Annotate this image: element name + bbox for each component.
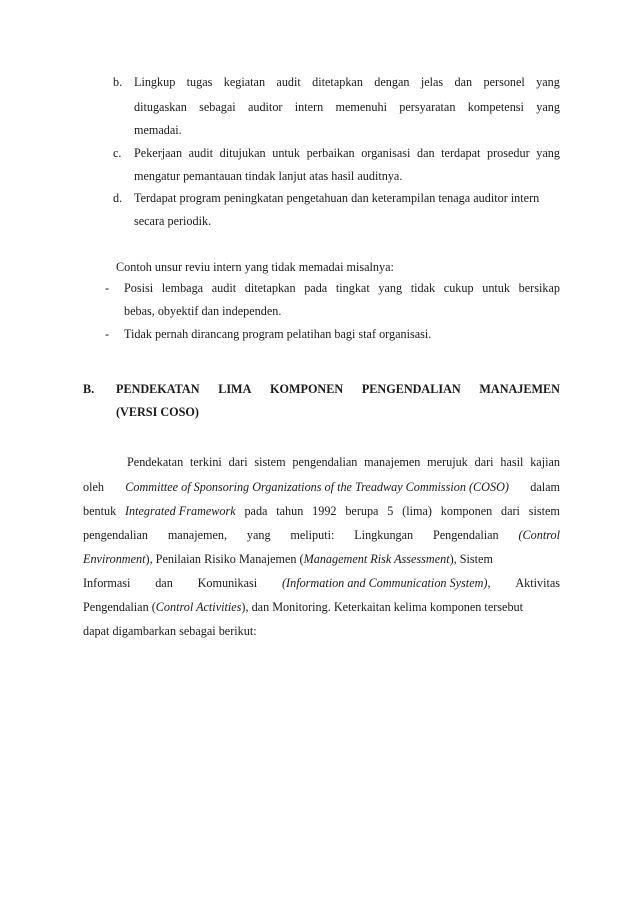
list-item-line: Lingkup tugas kegiatan audit ditetapkan dengan jelas dan personel yang [134,75,560,89]
example-intro: Contoh unsur reviu intern yang tidak memadai misalnya: [116,260,394,274]
list-item-line: memadai. [134,123,182,137]
section-title-line2: (VERSI COSO) [116,405,199,419]
section-letter: B. [83,382,95,396]
dash-marker: - [105,327,110,341]
dash-item-line: bebas, obyektif dan independen. [124,304,282,318]
list-item-line: Terdapat program peningkatan pengetahuan dan keterampilan tenaga auditor intern [134,191,540,205]
paragraph-line: Pendekatan terkini dari sistem pengendalian manajemen merujuk dari hasil kajian [127,455,560,469]
paragraph-line: Informasi dan Komunikasi (Information and Communication System), Aktivitas [83,576,560,590]
paragraph-line: Pengendalian (Control Activities), dan Monitoring. Keterkaitan kelima komponen tersebut [83,600,524,614]
list-marker: c. [113,146,122,160]
dash-marker: - [105,281,110,295]
list-item-line: secara periodik. [134,214,212,228]
dash-item-line: Posisi lembaga audit ditetapkan pada tingkat yang tidak cukup untuk bersikap [124,281,560,295]
paragraph-line: dapat digambarkan sebagai berikut: [83,624,257,638]
list-marker: b. [113,75,123,89]
paragraph-line: Environment), Penilaian Risiko Manajemen (Management Risk Assessment), Sistem [83,552,493,566]
section-title: PENDEKATAN LIMA KOMPONEN PENGENDALIAN MANAJEMEN [116,382,560,396]
list-item-line: Pekerjaan audit ditujukan untuk perbaikan organisasi dan terdapat prosedur yang [134,146,560,160]
dash-item-line: Tidak pernah dirancang program pelatihan bagi staf organisasi. [124,327,432,341]
list-marker: d. [113,191,123,205]
list-item-line: ditugaskan sebagai auditor intern memenuhi persyaratan kompetensi yang [134,100,560,114]
paragraph-line: bentuk Integrated Framework pada tahun 1992 berupa 5 (lima) komponen dari sistem [83,504,560,518]
paragraph-line: pengendalian manajemen, yang meliputi: Lingkungan Pengendalian (Control [83,528,560,542]
list-item-line: mengatur pemantauan tindak lanjut atas hasil auditnya. [134,169,403,183]
paragraph-line: oleh Committee of Sponsoring Organizations of the Treadway Commission (COSO) dalam [83,480,560,494]
